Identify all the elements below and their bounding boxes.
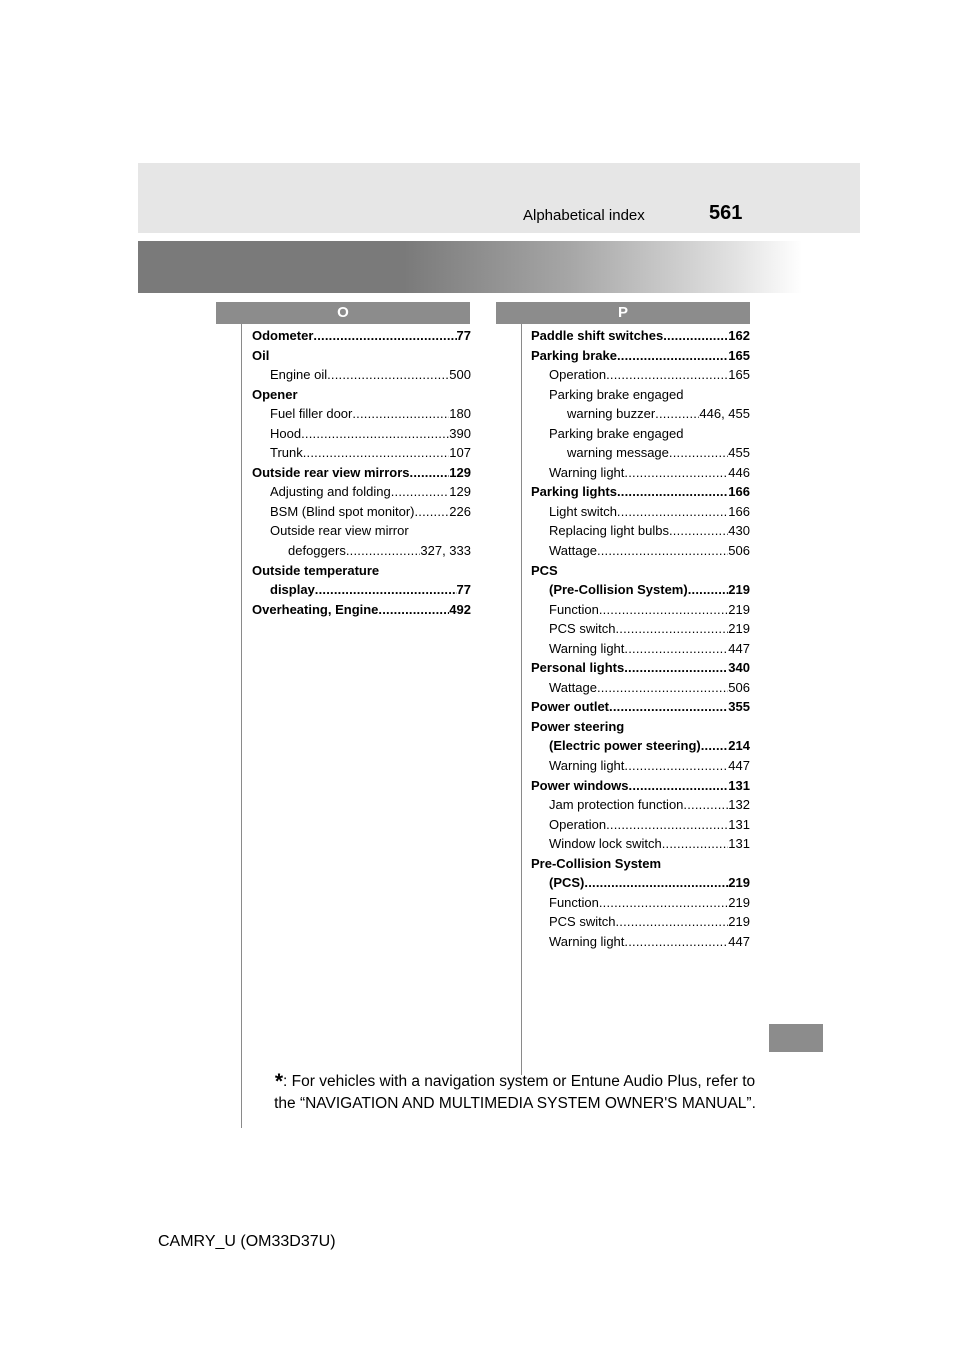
footnote-marker: * [274, 1070, 284, 1093]
entry-page: 506 [728, 679, 750, 695]
index-entry [252, 326, 471, 346]
entry-label: Light switch [549, 503, 617, 519]
dot-leader [683, 795, 728, 815]
index-entry [531, 873, 750, 893]
entry-label: Parking lights [531, 484, 617, 500]
section-title: Alphabetical index [523, 207, 645, 224]
index-entry [531, 717, 750, 737]
entry-page: 166 [728, 503, 750, 519]
index-entry [531, 834, 750, 854]
entry-page: 219 [728, 875, 750, 891]
index-entry [531, 463, 750, 483]
entry-label: Operation [549, 367, 607, 383]
dot-leader [629, 776, 729, 796]
entry-page: 219 [728, 601, 750, 617]
entry-label: Window lock switch [549, 836, 662, 852]
dot-leader [606, 815, 728, 835]
entry-page: 455 [728, 445, 750, 461]
entry-label: Power outlet [531, 699, 610, 715]
page-number: 561 [709, 202, 743, 224]
entry-label: Function [549, 894, 599, 910]
entry-label: Personal lights [531, 660, 625, 676]
index-entry [252, 561, 471, 581]
entry-label: PCS [531, 562, 558, 578]
entry-page: 219 [728, 914, 750, 930]
entry-page: 131 [728, 816, 750, 832]
dot-leader [415, 502, 450, 522]
index-entry [252, 482, 471, 502]
index-entry [252, 600, 471, 620]
entry-page: 219 [728, 894, 750, 910]
index-entry [531, 502, 750, 522]
index-entry [252, 443, 471, 463]
dot-leader [617, 482, 728, 502]
entry-label: Outside rear view mirrors [252, 464, 410, 480]
gradient-banner [138, 241, 802, 293]
entry-page: 355 [728, 699, 750, 715]
entry-label: PCS switch [549, 621, 616, 637]
index-entry [252, 541, 471, 561]
entry-page: 165 [728, 347, 750, 363]
index-entry [531, 697, 750, 717]
dot-leader [624, 639, 728, 659]
index-entry [252, 404, 471, 424]
index-entry [531, 658, 750, 678]
index-entry [531, 639, 750, 659]
entry-label: Pre-Collision System [531, 855, 662, 871]
entry-page: 131 [728, 777, 750, 793]
index-entry [531, 678, 750, 698]
entry-label: display [270, 582, 315, 598]
dot-leader [669, 443, 728, 463]
index-entry [252, 463, 471, 483]
dot-leader [615, 912, 728, 932]
index-entry [531, 521, 750, 541]
dot-leader [301, 424, 449, 444]
entry-label: Outside temperature [252, 562, 380, 578]
dot-leader [669, 521, 728, 541]
dot-leader [378, 600, 449, 620]
entry-label: defoggers [288, 543, 346, 559]
column-divider [521, 302, 522, 1075]
dot-leader [663, 326, 728, 346]
entry-label: Overheating, Engine [252, 601, 379, 617]
left-margin-rule [241, 302, 242, 1128]
entry-label: Odometer [252, 328, 314, 343]
dot-leader [624, 658, 728, 678]
index-entry [252, 502, 471, 522]
dot-leader [352, 404, 449, 424]
index-column-p [531, 326, 750, 952]
entry-label: Wattage [549, 679, 597, 695]
entry-page: 327, 333 [420, 543, 471, 559]
index-entry [252, 580, 471, 600]
entry-label: Trunk [270, 445, 303, 461]
footnote-line-2: the “NAVIGATION AND MULTIMEDIA SYSTEM OWNER'S MANUAL”. [274, 1095, 756, 1112]
dot-leader [662, 834, 729, 854]
dot-leader [599, 893, 728, 913]
entry-label: Jam protection function [549, 797, 684, 813]
entry-label: Warning light [549, 464, 625, 480]
entry-page: 166 [728, 484, 750, 500]
entry-page: 107 [449, 445, 471, 461]
entry-label: Parking brake [531, 347, 617, 363]
entry-page: 219 [728, 621, 750, 637]
dot-leader [599, 600, 728, 620]
entry-label: (Electric power steering) [549, 738, 701, 754]
dot-leader [609, 697, 728, 717]
entry-page: 77 [456, 328, 471, 343]
index-entry [531, 580, 750, 600]
index-entry [252, 385, 471, 405]
index-entry [252, 521, 471, 541]
index-entry [252, 424, 471, 444]
dot-leader [410, 463, 450, 483]
index-entry [531, 854, 750, 874]
entry-label: Replacing light bulbs [549, 523, 669, 539]
header-band [138, 163, 860, 233]
entry-label: Outside rear view mirror [270, 523, 409, 539]
index-entry [531, 795, 750, 815]
entry-page: 131 [728, 836, 750, 852]
manual-code: CAMRY_U (OM33D37U) [158, 1233, 336, 1250]
index-entry [531, 404, 750, 424]
entry-page: 214 [728, 738, 750, 754]
dot-leader [597, 678, 728, 698]
entry-page: 162 [728, 328, 750, 343]
thumb-index-tab [769, 1024, 823, 1052]
index-entry [531, 932, 750, 952]
dot-leader [624, 756, 728, 776]
entry-label: warning buzzer [567, 406, 656, 422]
entry-label: Oil [252, 347, 270, 363]
entry-page: 430 [728, 523, 750, 539]
entry-label: Wattage [549, 543, 597, 559]
dot-leader [617, 346, 728, 366]
entry-page: 129 [449, 464, 471, 480]
entry-page: 219 [728, 582, 750, 598]
index-column-o [252, 326, 471, 619]
entry-label: Fuel filler door [270, 406, 353, 422]
footnote-line-1: : For vehicles with a navigation system or Entune Audio Plus, refer to [283, 1073, 756, 1090]
dot-leader [617, 502, 728, 522]
entry-label: Opener [252, 386, 298, 402]
dot-leader [597, 541, 728, 561]
index-entry [252, 365, 471, 385]
entry-label: Warning light [549, 640, 625, 656]
entry-label: warning message [567, 445, 669, 461]
index-entry [531, 776, 750, 796]
index-entry [531, 365, 750, 385]
entry-page: 492 [449, 601, 471, 617]
entry-page: 180 [449, 406, 471, 422]
footnote [270, 1071, 760, 1115]
entry-label: Warning light [549, 933, 625, 949]
entry-page: 390 [449, 425, 471, 441]
entry-label: Parking brake engaged [549, 386, 684, 402]
index-entry [531, 326, 750, 346]
index-entry [531, 385, 750, 405]
dot-leader [615, 619, 728, 639]
entry-page: 226 [449, 503, 471, 519]
entry-page: 447 [728, 933, 750, 949]
entry-label: Function [549, 601, 599, 617]
index-entry [531, 424, 750, 444]
index-entry [531, 893, 750, 913]
index-entry [531, 443, 750, 463]
entry-page: 77 [456, 582, 471, 598]
entry-label: Power steering [531, 718, 625, 734]
index-entry [531, 482, 750, 502]
entry-page: 500 [449, 367, 471, 383]
dot-leader [606, 365, 728, 385]
index-entry [531, 619, 750, 639]
entry-page: 129 [449, 484, 471, 500]
dot-leader [313, 326, 456, 346]
dot-leader [391, 482, 450, 502]
entry-page: 446, 455 [699, 406, 750, 422]
dot-leader [315, 580, 457, 600]
index-entry [531, 912, 750, 932]
dot-leader [327, 365, 449, 385]
entry-label: Power windows [531, 777, 629, 793]
dot-leader [584, 873, 728, 893]
entry-label: (Pre-Collision System) [549, 582, 688, 598]
entry-label: (PCS) [549, 875, 585, 891]
entry-page: 506 [728, 543, 750, 559]
entry-label: PCS switch [549, 914, 616, 930]
index-entry [252, 346, 471, 366]
index-entry [531, 541, 750, 561]
entry-label: Operation [549, 816, 607, 832]
entry-label: Hood [270, 425, 302, 441]
letter-heading-o: O [216, 302, 470, 324]
index-entry [531, 756, 750, 776]
entry-page: 340 [728, 660, 750, 676]
dot-leader [624, 463, 728, 483]
entry-label: Engine oil [270, 367, 328, 383]
dot-leader [701, 736, 729, 756]
index-entry [531, 346, 750, 366]
entry-label: BSM (Blind spot monitor) [270, 503, 415, 519]
dot-leader [346, 541, 421, 561]
entry-label: Warning light [549, 758, 625, 774]
dot-leader [688, 580, 729, 600]
dot-leader [624, 932, 728, 952]
entry-page: 165 [728, 367, 750, 383]
entry-label: Paddle shift switches [531, 328, 664, 343]
entry-page: 447 [728, 640, 750, 656]
entry-page: 132 [728, 797, 750, 813]
index-entry [531, 600, 750, 620]
entry-page: 447 [728, 758, 750, 774]
letter-heading-p: P [496, 302, 750, 324]
index-entry [531, 815, 750, 835]
index-entry [531, 736, 750, 756]
index-entry [531, 561, 750, 581]
dot-leader [655, 404, 699, 424]
entry-label: Adjusting and folding [270, 484, 391, 500]
entry-label: Parking brake engaged [549, 425, 684, 441]
entry-page: 446 [728, 464, 750, 480]
dot-leader [303, 443, 450, 463]
